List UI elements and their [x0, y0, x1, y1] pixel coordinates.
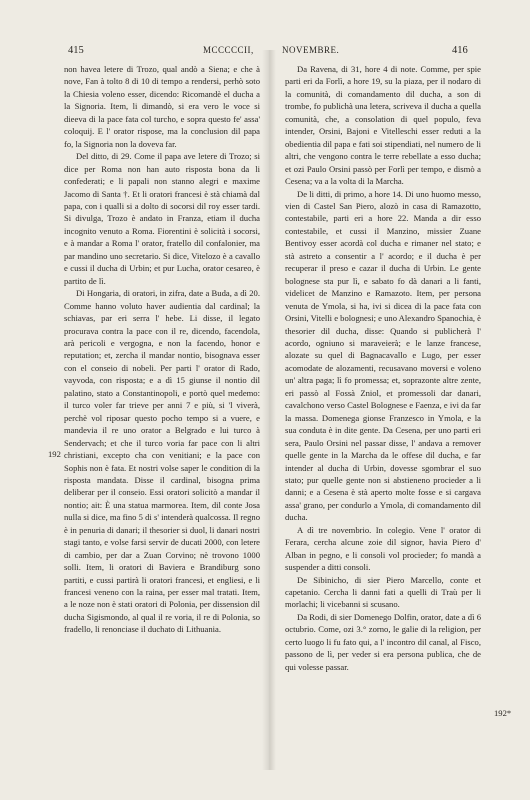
paragraph: non havea letere di Trozo, qual andò a Siena; e che à nove, Fan à tolto 8 di 10 di tempo a rendersi, perhò soto la Chiesia voleno esser, dicendo: Ricomandè el ducha a la Signoria. Item, li dimandò, si era vero le voce si dieeva di la pace fata col turcho, e sopra questo fe' assa' coloquij. E l' orator rispose, ma la conclusion dil papa fo, la Signoria non la doveva far. [64, 64, 260, 149]
paragraph: De Sibinicho, di sier Piero Marcello, conte et capetanio. Cercha li danni fati a quelli di Traù per li morlachi; li vicebanni si scusano. [285, 574, 481, 610]
paragraph: Da Ravena, di 31, hore 4 di note. Comme, per spie parti eri da Forlì, a hore 19, su la piaza, per il nodaro di la comunità, di comandamento dil ducha, a son di trombe, fo publichà una letera, scriveva il ducha a quella comunità, che, a consolation di quel populo, feva intender, Orsini, Bajoni e Vitelleschi esser reduti a la obedientia dil papa e fati soi stipendiati, nel numero de li altri, che vengono contra le terre rebellate a esso ducha; et ozi Paulo Orsini passò per Forlì per tempo, e dismò a Cesena; va a la volta di la Marcha. [285, 64, 481, 187]
running-head-right: NOVEMBRE. [282, 45, 340, 55]
left-text-column [64, 63, 260, 636]
margin-folio-note-left: 192 [48, 449, 61, 459]
paragraph: De li ditti, di primo, a hore 14. Di uno huomo messo, vien di Castel San Piero, alozò in casa di Ramazotto, contestabile, parti eri a hore 22. Manda a dir esso contestabile, et cussi il Manzino, missier Zuane Bentivoy esser acordà col ducha e rimaner nel stato; e stà astreto a consentir a l' acordo; e il ducha è per recuperar il preso e cazar il ducha di Urbin. Le gente bolognese sta pur lì, e sabato fo dà danari a li fanti, videlicet de Manzino e Ramazoto. Item, per persona venuta de Ymola, si ha, ivi si dicea di la pace fata con Orsini, Vitelli e bolognesi; e uno Alexandro Spanochia, è thesorier dil ducha, disse: Quando si publicherà l' acordo, ogniuno si maraveierà; e le lanze francese, alozate su quel di Bagnacavallo e Lugo, per esser acomodate de alozamenti, recusavano moversi e voleno un' altra paga; lì fo promessa; et, soprazonte altre zente, eri passò al Fossà Zniol, et promessoli dar danari, cavalchono verso Castel Bolognese e Faenza, e ivi da far la massa. Domenega gionse Franzesco in Ymola, e la sua conduta è in dite gente. Da Cesena, per uno parti eri sera, Paulo Orsini nel passar disse, l' andava a remover quelle gente in la Marcha da le offese dil ducha, e far intender al ducha di Urbin, dovesse sgombrar el suo stato; pur quelle gente non si abstieneno procieder a li danni; e a Cesena è stà aperto molte fosse e si cargava assa' grano, per condurlo a Ymola, di comandamento dil ducha. [285, 188, 481, 523]
paragraph: Di Hongaria, di oratori, in zifra, date a Buda, a dì 20. Comme hanno voluto haver audientia dal cardinal; la schiavas, par eri serra l' hebe. Li disse, il legato procurava contra la pace con il re, dicendo, facendola, arà pericoli e vergogna, e non la facendo, honor e reputation; et, zercha il mandar nontio, bisognava esser con el conseio di nobeli. Per parti l' orator di Rado, vayvoda, con risposta; e a dì 15 giunse il nontio dil palatino, stato a Constantinopoli, e portò quel medemo: il turco voler far trieve per anni 7 e più, si 'l viverà, perchè vol riposar questo pocho tempo si a vuere, e mandevia il re uno orator a Belgrado e lui turco à Sendervach; et che il turco voria far pace con li altri christiani, excepto cha con venitiani; e la pace con Sophis non è fata. Et nostri volse saper le condition di la risposta mandata. Disse il cardinal, bisogna prima deliberar per il conseio. Essi oratori solicitò a mandar il nontio; ait: È una statua marmorea. Item, dil conte Josa nulla si dice, ma fino 5 di s' intenderà qualcossa. Il regno è in penuria di danari; il thesorier si duol, li danari nostri stagi tanto, e volse farsi servir de ducati 2000, con letere di cambio, per dar a Zuan Corvino; nè trovono 1000 solli. Item, li oratori di Baviera e Brandiburg sono partiti, e cussi partirà li oratori francesi, et engliesi, e li francesi veneno con la raina, per esser mal tratati. Item, a le noze non è stati oratori di Polonia, per dissension dil ducha Sigismondo, al qual il re voria, il re di Polonia, so fradello, li renonciase il duchato di Lithuania. [64, 288, 260, 635]
margin-folio-note-right: 192* [494, 708, 512, 718]
right-text-column [285, 63, 481, 673]
paragraph: Del ditto, di 29. Come il papa ave letere di Trozo; si dice per Roma non han auto risposta bona da li confederati; e li papali non stanno alegri e maxime Jacomo di Santa †. Et li oratori francesi è stà chiamà dal papa, con i qualli si a dolto di socorsi dil roy esser tardi. Si divulga, Trozo è andato in Franza, etiam il ducha incognito venuto a Roma. Fiorentini è solicità i socorsi, e à mandar a Roma l' orator, fratello dil confalonier, ma par mandino uno secretario. Si dice, Vitelozo è a cavallo e cussi il ducha di Urbin; et pur Lucha, orator cesareo, è partito de lì. [64, 151, 260, 286]
page-number-left: 415 [68, 45, 84, 56]
page-number-right: 416 [452, 45, 468, 56]
running-head-left: MCCCCCII, [203, 45, 254, 55]
book-gutter-shadow [262, 50, 276, 770]
paragraph: A dì tre novembrio. In colegio. Vene l' orator di Ferara, cercha alcune zoie dil signor, havia Piero d' Alban in pegno, e li consoli vol procieder; fo mandà a suspender a ditti consoli. [285, 524, 481, 573]
paragraph: Da Rodi, di sier Domenego Dolfin, orator, date a dì 6 octubrio. Come, ozi 3.° zorno, le galie di la religion, per certo luogo li fu fato qui, a l' incontro dil canal, al Fisco, passono de lì, per veder si era persona publica, che de qui volesse passar. [285, 611, 481, 672]
